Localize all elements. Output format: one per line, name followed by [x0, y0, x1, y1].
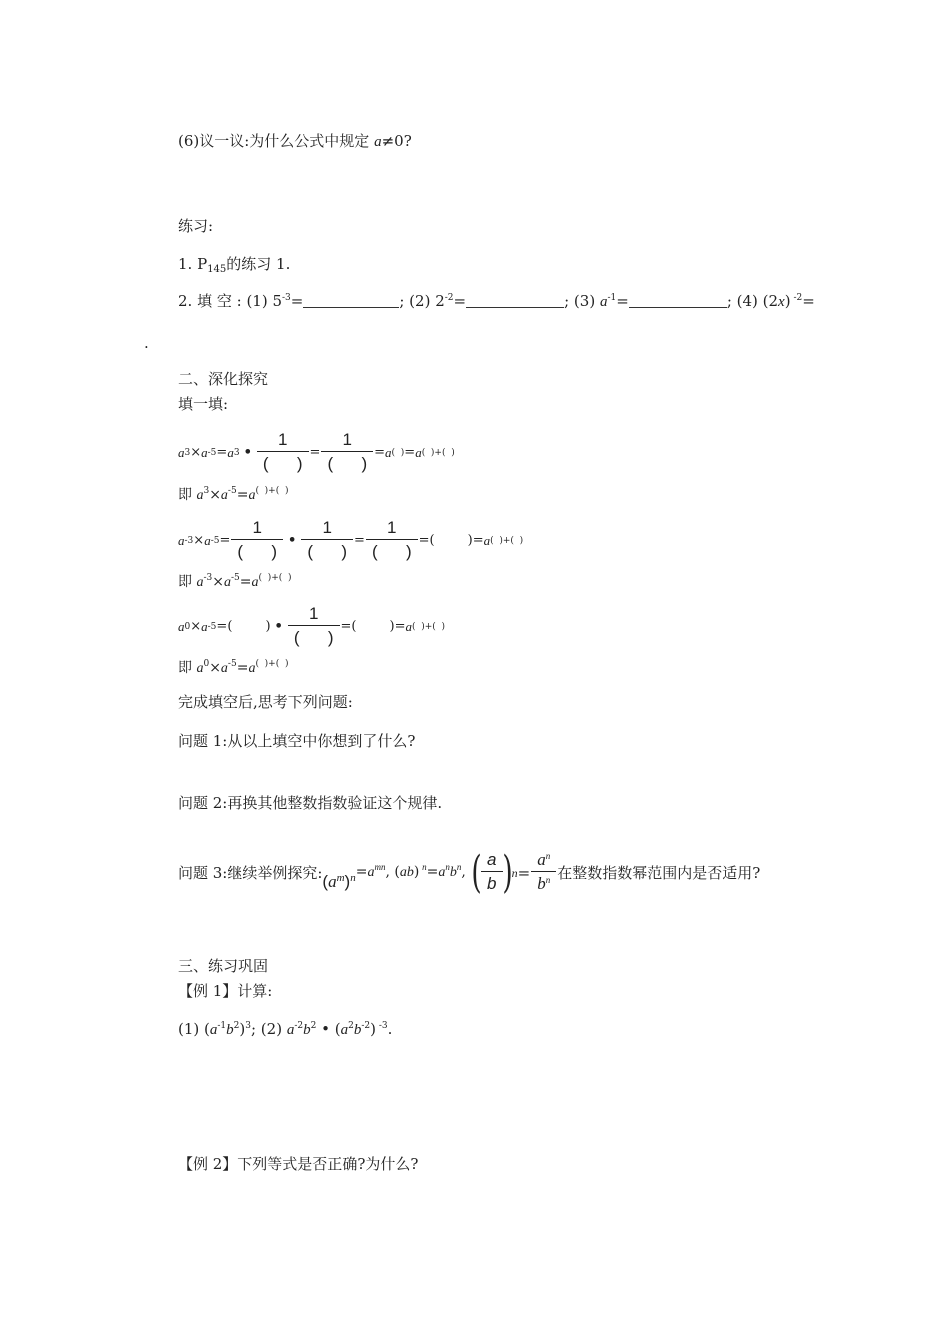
section-2-heading: 二、深化探究 [178, 370, 269, 388]
multiply-dot: • [288, 532, 297, 548]
fraction-1: $\frac{1}{( )}$ [257, 430, 309, 475]
fraction-a-over-b: $\frac{a}{b}$ [481, 850, 502, 895]
practice-title: 练习: [178, 217, 214, 235]
example-2-title: 【例 2】下列等式是否正确?为什么? [178, 1155, 419, 1173]
fraction-6: $\frac{1}{( )}$ [288, 604, 340, 649]
answer-blank-3[interactable] [629, 293, 727, 308]
fill-row-2-summary: 即 $a^{-3}\times a^{-5}=a^{( )+( )}$ [178, 573, 292, 590]
example-1-title: 【例 1】计算: [178, 982, 273, 1000]
fill-row-1-summary: 即 $a^3\times a^{-5}=a^{( )+( )}$ [178, 486, 289, 503]
fill-title: 填一填: [178, 395, 229, 413]
fraction-5: $\frac{1}{( )}$ [366, 518, 418, 563]
formula-power-of-power: $(a^m)^n$ [322, 871, 356, 891]
question-3-prefix: 问题 3:继续举例探究: [178, 863, 323, 882]
example-1-body: (1) $(a^{-1}b^2)^3$; (2) $a^{-2}b^2$ • $(a^2b^{-2})$ $^{-3}$. [178, 1020, 393, 1038]
fill-row-3-summary: 即 $a^0\times a^{-5}=a^{( )+( )}$ [178, 659, 289, 676]
fraction-2: $\frac{1}{( )}$ [321, 430, 373, 475]
section-3-heading: 三、练习巩固 [178, 957, 269, 975]
question-1: 问题 1:从以上填空中你想到了什么? [178, 732, 416, 750]
fill-row-3: a 0 × a -5 =( ) • $\frac{1}{( )}$ =( )= a ( )+( ) [178, 604, 446, 647]
practice-item-1: 1. $P_{145}$的练习 1. [178, 255, 291, 275]
practice-item-2: 2. 填 空 : (1) $5^{-3}=$ ; (2) $2^{-2}=$ ; (3) $a^{-1}=$ ; (4) (2x) $^{-2}$= [178, 292, 815, 310]
after-fill-prompt: 完成填空后,思考下列问题: [178, 693, 353, 711]
answer-blank-2[interactable] [466, 293, 564, 308]
stray-dot: . [144, 334, 149, 352]
fill-row-1: a 3 × a -5 = a 3 • $\frac{1}{( )}$ = $\frac{1}{( )}$ = a ( ) = a ( )+( ) [178, 430, 455, 473]
question-3: 问题 3:继续举例探究: $(a^m)^n$ $=a^{mn}$, (ab) $^n=a^nb^n$, ( $\frac{a}{b}$ ) n = $\frac{a^n}{b^n}$ 在整数指数幂范围内是否适用? [178, 846, 761, 898]
fraction-4: $\frac{1}{( )}$ [301, 518, 353, 563]
answer-blank-1[interactable] [303, 293, 399, 308]
fill-row-2: a -3 × a -5 = $\frac{1}{( )}$ • $\frac{1}{( )}$ = $\frac{1}{( )}$ =( )= a ( )+( ) [178, 518, 524, 561]
multiply-dot: • [274, 618, 283, 634]
fraction-3: $\frac{1}{( )}$ [231, 518, 283, 563]
fraction-an-over-bn: $\frac{a^n}{b^n}$ [531, 850, 556, 895]
multiply-dot: • [243, 444, 252, 460]
question-6: (6)议一议:为什么公式中规定 a≠0? [178, 132, 412, 150]
question-3-suffix: 在整数指数幂范围内是否适用? [557, 863, 761, 882]
question-2: 问题 2:再换其他整数指数验证这个规律. [178, 794, 443, 812]
